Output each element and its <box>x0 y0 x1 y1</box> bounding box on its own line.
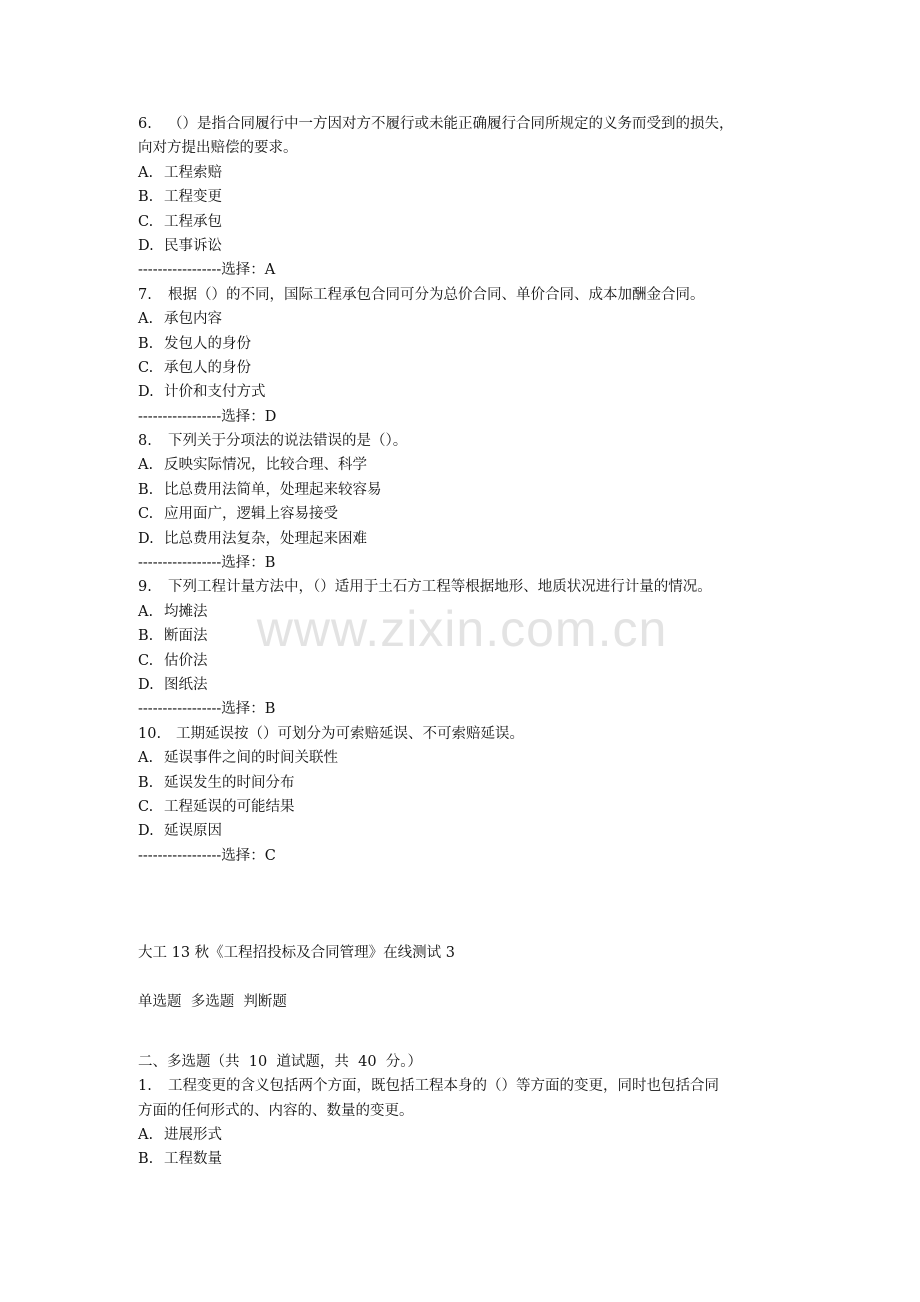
question-number: 7. <box>138 286 152 303</box>
option-c <box>138 210 818 234</box>
question-stem <box>138 575 818 599</box>
option-letter: A. <box>138 311 154 328</box>
test-title: 大工 13 秋《工程招投标及合同管理》在线测试 3 <box>138 945 456 962</box>
option-text: 计价和支付方式 <box>164 384 266 401</box>
section-heading: 二、多选题（共 10 道试题，共 40 分。） <box>138 1053 423 1070</box>
option-c <box>138 795 818 819</box>
option-text: 延误原因 <box>164 823 222 840</box>
answer-line: -----------------选择：D <box>138 408 277 425</box>
option-text: 延误发生的时间分布 <box>164 774 295 791</box>
option-text: 应用面广，逻辑上容易接受 <box>164 506 338 523</box>
option-letter: C. <box>138 359 154 376</box>
option-letter: B. <box>138 628 154 645</box>
question-number: 10. <box>138 725 162 742</box>
option-a <box>138 307 818 331</box>
option-letter: A. <box>138 750 154 767</box>
spacer <box>138 868 818 941</box>
spacer <box>138 1014 818 1050</box>
option-letter: C. <box>138 652 154 669</box>
question-text: 工程变更的含义包括两个方面，既包括工程本身的（）等方面的变更，同时也包括合同 <box>168 1078 719 1095</box>
question-10 <box>138 722 818 868</box>
option-text: 延误事件之间的时间关联性 <box>164 750 338 767</box>
question-7 <box>138 283 818 429</box>
spacer <box>138 966 818 990</box>
option-a <box>138 161 818 185</box>
option-a <box>138 453 818 477</box>
option-letter: D. <box>138 237 154 254</box>
option-text: 图纸法 <box>164 676 208 693</box>
option-text: 承包人的身份 <box>164 359 251 376</box>
question-text: （）是指合同履行中一方因对方不履行或未能正确履行合同所规定的义务而受到的损失， <box>168 116 734 132</box>
option-text: 工程变更 <box>164 189 222 206</box>
option-c <box>138 356 818 380</box>
question-stem <box>138 722 818 746</box>
option-a <box>138 1123 818 1147</box>
question-number: 9. <box>138 579 152 596</box>
option-text: 反映实际情况，比较合理、科学 <box>164 457 367 474</box>
question-text: 根据（）的不同，国际工程承包合同可分为总价合同、单价合同、成本加酬金合同。 <box>168 286 705 303</box>
question-number: 8. <box>138 433 152 450</box>
question-number: 6. <box>138 116 152 132</box>
option-text: 比总费用法复杂，处理起来困难 <box>164 530 367 547</box>
option-b <box>138 185 818 209</box>
option-letter: D. <box>138 384 154 401</box>
option-text: 估价法 <box>164 652 208 669</box>
answer-line: -----------------选择：B <box>138 555 276 572</box>
option-letter: A. <box>138 164 154 181</box>
option-letter: A. <box>138 603 154 620</box>
answer-line: -----------------选择：B <box>138 701 276 718</box>
question-text: 下列工程计量方法中，（）适用于土石方工程等根据地形、地质状况进行计量的情况。 <box>168 579 712 596</box>
option-d <box>138 673 818 697</box>
option-c <box>138 649 818 673</box>
option-d <box>138 819 818 843</box>
option-text: 承包内容 <box>164 311 222 328</box>
question-stem <box>138 1074 818 1098</box>
option-text: 比总费用法简单，处理起来较容易 <box>164 481 382 498</box>
option-letter: B. <box>138 335 154 352</box>
option-d <box>138 380 818 404</box>
answer-line: -----------------选择：C <box>138 847 276 864</box>
option-text: 工程承包 <box>164 213 222 230</box>
option-text: 进展形式 <box>164 1127 222 1144</box>
option-letter: D. <box>138 676 154 693</box>
option-letter: B. <box>138 774 154 791</box>
question-text: 下列关于分项法的说法错误的是（）。 <box>168 433 408 450</box>
option-letter: C. <box>138 506 154 523</box>
option-letter: A. <box>138 1127 154 1144</box>
question-stem <box>138 429 818 453</box>
watermark: www.zixin.com.cn <box>256 601 668 657</box>
option-b <box>138 771 818 795</box>
option-letter: B. <box>138 481 154 498</box>
question-8 <box>138 429 818 575</box>
option-b <box>138 1147 818 1171</box>
question-stem-continued: 方面的任何形式的、内容的、数量的变更。 <box>138 1102 414 1119</box>
option-d <box>138 234 818 258</box>
option-letter: D. <box>138 530 154 547</box>
option-a <box>138 746 818 770</box>
option-c <box>138 502 818 526</box>
option-b <box>138 478 818 502</box>
question-9 <box>138 575 818 721</box>
option-text: 均摊法 <box>164 603 208 620</box>
option-letter: C. <box>138 213 154 230</box>
multi-question-1 <box>138 1074 818 1172</box>
option-text: 发包人的身份 <box>164 335 251 352</box>
option-letter: A. <box>138 457 154 474</box>
option-b <box>138 332 818 356</box>
option-text: 断面法 <box>164 628 208 645</box>
question-text: 工期延误按（）可划分为可索赔延误、不可索赔延误。 <box>176 725 524 742</box>
option-letter: B. <box>138 1151 154 1168</box>
option-letter: B. <box>138 189 154 206</box>
question-number: 1. <box>138 1078 152 1095</box>
answer-line: -----------------选择：A <box>138 262 276 279</box>
option-text: 工程延误的可能结果 <box>164 798 295 815</box>
question-stem <box>138 112 818 136</box>
option-letter: C. <box>138 798 154 815</box>
option-d <box>138 527 818 551</box>
section-tabs: 单选题 多选题 判断题 <box>138 993 287 1010</box>
document-content <box>138 112 818 1172</box>
option-text: 工程索赔 <box>164 164 222 181</box>
option-b <box>138 624 818 648</box>
option-letter: D. <box>138 823 154 840</box>
question-stem-continued: 向对方提出赔偿的要求。 <box>138 140 298 157</box>
option-text: 工程数量 <box>164 1151 222 1168</box>
option-a <box>138 600 818 624</box>
option-text: 民事诉讼 <box>164 237 222 254</box>
question-stem <box>138 283 818 307</box>
question-6 <box>138 112 818 283</box>
